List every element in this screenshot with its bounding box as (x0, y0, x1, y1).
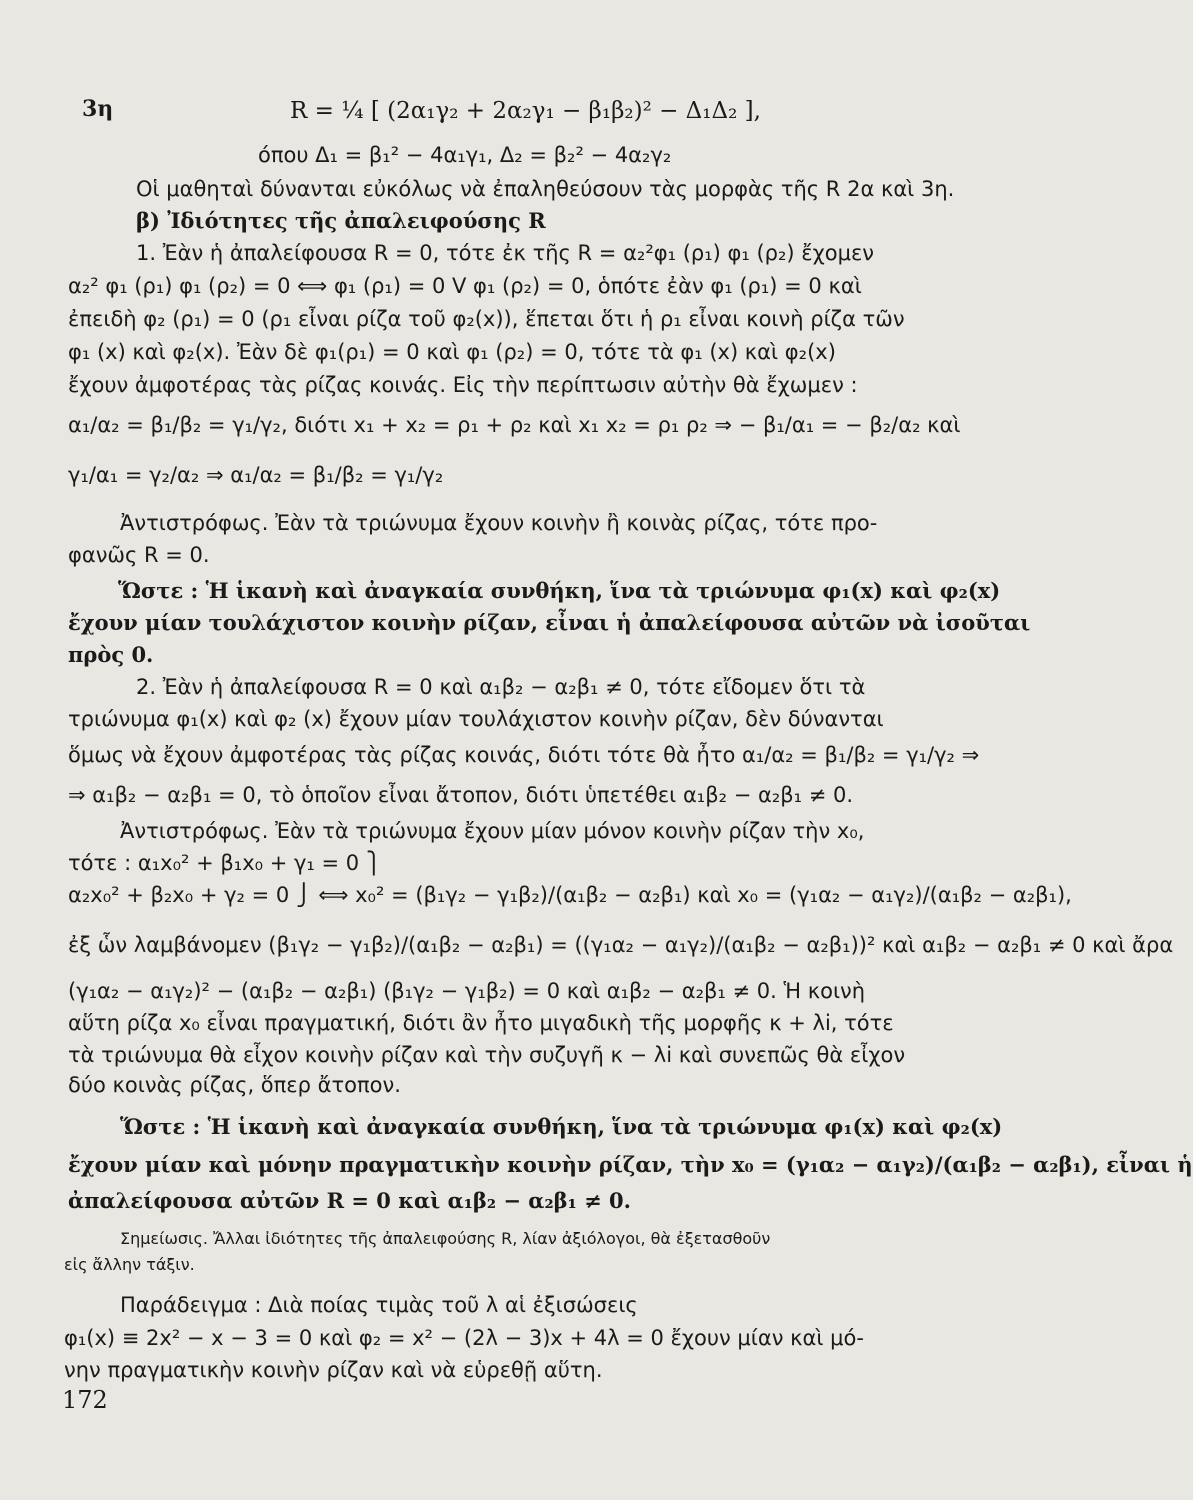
formula-discriminants: όπου Δ₁ = β₁² − 4α₁γ₁, Δ₂ = β₂² − 4α₂γ₂ (258, 143, 672, 167)
text-line: φ₁(x) ≡ 2x² − x − 3 = 0 καὶ φ₂ = x² − (2λ − 3)x + 4λ = 0 ἔχουν μίαν καὶ μό- (64, 1326, 864, 1350)
subsection-heading: β) Ἰδιότητες τῆς ἀπαλειφούσης R (136, 208, 546, 233)
text-line: ἐπειδὴ φ₂ (ρ₁) = 0 (ρ₁ εἶναι ρίζα τοῦ φ₂(x)), ἕπεται ὅτι ἡ ρ₁ εἶναι κοινὴ ρίζα τῶν (68, 307, 905, 331)
text-line: Οἱ μαθηταὶ δύνανται εὐκόλως νὰ ἐπαληθεύσουν τὰς μορφὰς τῆς R 2α καὶ 3η. (136, 177, 955, 201)
theorem-line: πρὸς 0. (68, 642, 154, 667)
text-line: δύο κοινὰς ρίζας, ὅπερ ἄτοπον. (68, 1073, 401, 1097)
text-line: ⇒ α₁β₂ − α₂β₁ = 0, τὸ ὁποῖον εἶναι ἄτοπον, διότι ὑπετέθει α₁β₂ − α₂β₁ ≠ 0. (68, 783, 854, 807)
section-label: 3η (82, 96, 114, 122)
text-line: 1. Ἐὰν ἡ ἀπαλείφουσα R = 0, τότε ἐκ τῆς R = α₂²φ₁ (ρ₁) φ₁ (ρ₂) ἔχομεν (136, 241, 875, 265)
text-line: φ₁ (x) καὶ φ₂(x). Ἐὰν δὲ φ₁(ρ₁) = 0 καὶ φ₁ (ρ₂) = 0, τότε τὰ φ₁ (x) καὶ φ₂(x) (68, 340, 836, 364)
text-line: 2. Ἐὰν ἡ ἀπαλείφουσα R = 0 καὶ α₁β₂ − α₂β₁ ≠ 0, τότε εἴδομεν ὅτι τὰ (136, 675, 866, 699)
theorem-line: Ὥστε : Ἡ ἱκανὴ καὶ ἀναγκαία συνθήκη, ἵνα τὰ τριώνυμα φ₁(x) καὶ φ₂(x) (118, 578, 1001, 603)
theorem-line: ἔχουν μίαν τουλάχιστον κοινὴν ρίζαν, εἶναι ἡ ἀπαλείφουσα αὐτῶν νὰ ἰσοῦται (68, 610, 1031, 635)
note-line: Σημείωσις. Ἄλλαι ἰδιότητες τῆς ἀπαλειφούσης R, λίαν ἀξιόλογοι, θὰ ἐξετασθοῦν (120, 1229, 771, 1248)
text-line: νην πραγματικὴν κοινὴν ρίζαν καὶ νὰ εὑρεθῇ αὕτη. (64, 1358, 603, 1382)
theorem-line: Ὥστε : Ἡ ἱκανὴ καὶ ἀναγκαία συνθήκη, ἵνα τὰ τριώνυμα φ₁(x) καὶ φ₂(x) (120, 1114, 1003, 1139)
system-line-2: α₂x₀² + β₂x₀ + γ₂ = 0 ⎭ ⟺ x₀² = (β₁γ₂ − γ₁β₂)/(α₁β₂ − α₂β₁) καὶ x₀ = (γ₁α₂ − α₁γ₂)/(α₁β₂ − α₂β₁), (68, 883, 1072, 907)
formula-line: α₁/α₂ = β₁/β₂ = γ₁/γ₂, διότι x₁ + x₂ = ρ₁ + ρ₂ καὶ x₁ x₂ = ρ₁ ρ₂ ⇒ − β₁/α₁ = − β₂/α₂ καὶ (68, 413, 961, 437)
text-line: τὰ τριώνυμα θὰ εἶχον κοινὴν ρίζαν καὶ τὴν συζυγῆ κ − λi καὶ συνεπῶς θὰ εἶχον (68, 1043, 906, 1067)
text-line: α₂² φ₁ (ρ₁) φ₁ (ρ₂) = 0 ⟺ φ₁ (ρ₁) = 0 V φ₁ (ρ₂) = 0, ὁπότε ἐὰν φ₁ (ρ₁) = 0 καὶ (68, 274, 862, 298)
page-number: 172 (62, 1386, 108, 1414)
formula-resultant: R = ¼ [ (2α₁γ₂ + 2α₂γ₁ − β₁β₂)² − Δ₁Δ₂ ], (290, 98, 761, 124)
text-line: φανῶς R = 0. (68, 543, 210, 567)
text-line: τριώνυμα φ₁(x) καὶ φ₂ (x) ἔχουν μίαν τουλάχιστον κοινὴν ρίζαν, δὲν δύνανται (68, 707, 884, 731)
formula-line: ἐξ ὧν λαμβάνομεν (β₁γ₂ − γ₁β₂)/(α₁β₂ − α₂β₁) = ((γ₁α₂ − α₁γ₂)/(α₁β₂ − α₂β₁))² καὶ α₁β₂ − α₂β₁ ≠ 0 καὶ ἄρα (68, 933, 1174, 957)
example-heading: Παράδειγμα : Διὰ ποίας τιμὰς τοῦ λ αἱ ἐξισώσεις (120, 1293, 638, 1317)
text-line: Ἀντιστρόφως. Ἐὰν τὰ τριώνυμα ἔχουν μίαν μόνον κοινὴν ρίζαν τὴν x₀, (120, 819, 865, 843)
note-line: εἰς ἄλλην τάξιν. (64, 1255, 195, 1274)
text-line: ἔχουν ἀμφοτέρας τὰς ρίζας κοινάς. Εἰς τὴν περίπτωσιν αὐτὴν θὰ ἔχωμεν : (68, 373, 858, 397)
text-line: Ἀντιστρόφως. Ἐὰν τὰ τριώνυμα ἔχουν κοινὴν ἢ κοινὰς ρίζας, τότε προ- (120, 511, 878, 535)
formula-line: γ₁/α₁ = γ₂/α₂ ⇒ α₁/α₂ = β₁/β₂ = γ₁/γ₂ (68, 463, 444, 487)
text-line: (γ₁α₂ − α₁γ₂)² − (α₁β₂ − α₂β₁) (β₁γ₂ − γ₁β₂) = 0 καὶ α₁β₂ − α₂β₁ ≠ 0. Ἡ κοινὴ (68, 979, 866, 1003)
text-line: αὕτη ρίζα x₀ εἶναι πραγματική, διότι ἂν ἦτο μιγαδικὴ τῆς μορφῆς κ + λi, τότε (68, 1011, 894, 1035)
theorem-line: ἀπαλείφουσα αὐτῶν R = 0 καὶ α₁β₂ − α₂β₁ ≠ 0. (68, 1188, 631, 1213)
system-line-1: τότε : α₁x₀² + β₁x₀ + γ₁ = 0 ⎫ (68, 851, 382, 875)
text-line: ὅμως νὰ ἔχουν ἀμφοτέρας τὰς ρίζας κοινάς, διότι τότε θὰ ἦτο α₁/α₂ = β₁/β₂ = γ₁/γ₂ ⇒ (68, 743, 980, 767)
theorem-line: ἔχουν μίαν καὶ μόνην πραγματικὴν κοινὴν ρίζαν, τὴν x₀ = (γ₁α₂ − α₁γ₂)/(α₁β₂ − α₂β₁), εἶναι ἡ (68, 1152, 1193, 1177)
